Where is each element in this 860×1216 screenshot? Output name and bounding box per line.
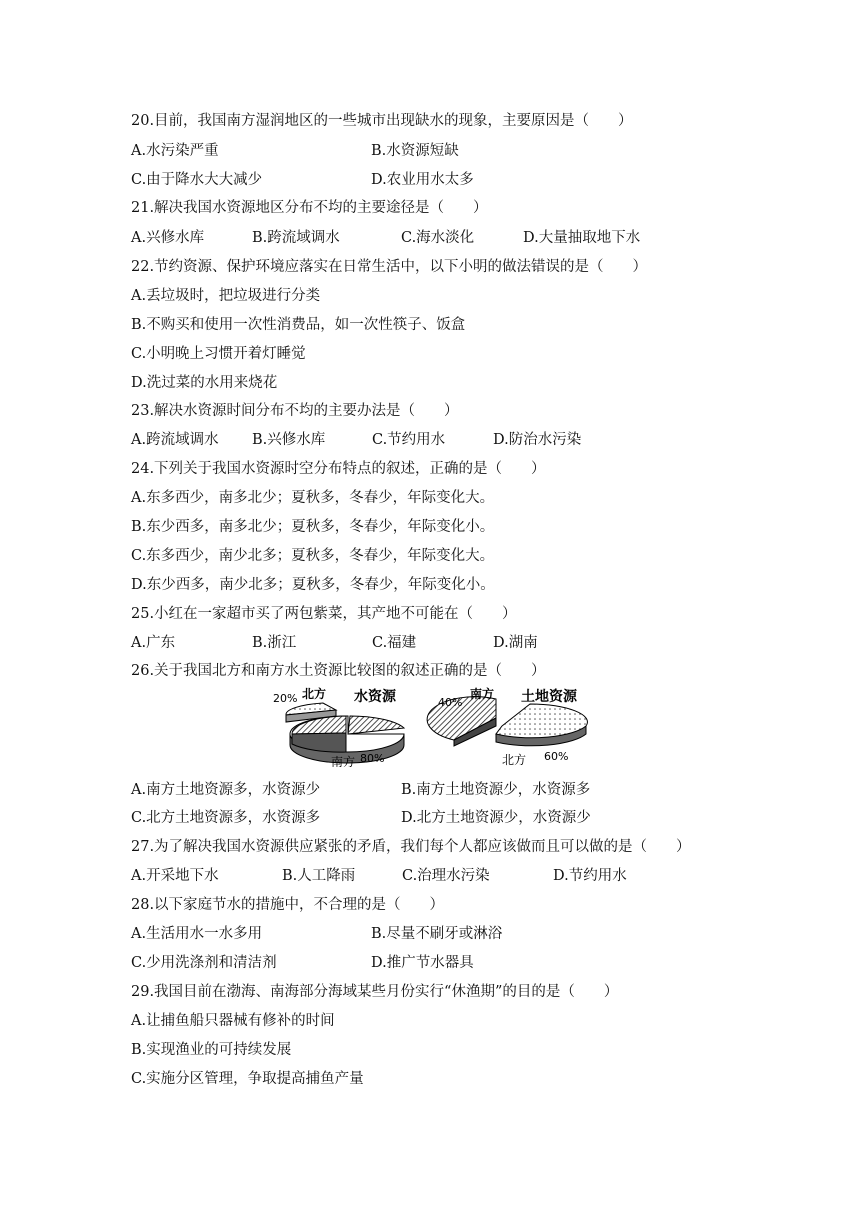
question-26-option-c[interactable]: C.北方土地资源多，水资源多	[131, 810, 321, 826]
question-20-stem: 20.目前，我国南方湿润地区的一些城市出现缺水的现象，主要原因是（ ）	[131, 113, 633, 129]
land-south-label: 南方	[470, 687, 495, 701]
land-resources-pie	[427, 686, 587, 767]
question-24-option-d[interactable]: D.东少西多，南少北多；夏秋多，冬春少，年际变化小。	[131, 577, 495, 593]
question-23-option-d[interactable]: D.防治水污染	[493, 432, 582, 448]
question-21-option-b[interactable]: B.跨流域调水	[252, 230, 340, 246]
question-20-option-a[interactable]: A.水污染严重	[131, 143, 219, 159]
question-21-option-a[interactable]: A.兴修水库	[131, 230, 205, 246]
question-21-stem: 21.解决我国水资源地区分布不均的主要途径是（ ）	[131, 200, 488, 216]
question-22-option-d[interactable]: D.洗过菜的水用来烧花	[131, 375, 278, 391]
question-26-option-a[interactable]: A.南方土地资源多，水资源少	[131, 782, 321, 798]
question-27-option-c[interactable]: C.治理水污染	[402, 868, 490, 884]
question-24-option-c[interactable]: C.东多西少，南少北多；夏秋多，冬春少，年际变化大。	[131, 548, 495, 564]
question-27-option-d[interactable]: D.节约用水	[553, 868, 627, 884]
question-24-option-a[interactable]: A.东多西少，南多北少；夏秋多，冬春少，年际变化大。	[131, 490, 495, 506]
question-20-option-c[interactable]: C.由于降水大大减少	[131, 172, 263, 188]
question-28-option-c[interactable]: C.少用洗涤剂和清洁剂	[131, 955, 277, 971]
water-south-label: 南方	[331, 755, 356, 769]
question-25-option-c[interactable]: C.福建	[372, 635, 417, 651]
water-title: 水资源	[354, 689, 396, 705]
question-23-option-c[interactable]: C.节约用水	[372, 432, 446, 448]
question-20-option-d[interactable]: D.农业用水太多	[371, 172, 474, 188]
question-28-option-d[interactable]: D.推广节水器具	[371, 955, 474, 971]
question-21-option-d[interactable]: D.大量抽取地下水	[523, 230, 641, 246]
resource-pie-charts	[268, 682, 598, 770]
question-29-option-b[interactable]: B.实现渔业的可持续发展	[131, 1042, 292, 1058]
question-26-option-b[interactable]: B.南方土地资源少，水资源多	[401, 782, 591, 798]
question-29-option-a[interactable]: A.让捕鱼船只器械有修补的时间	[131, 1013, 335, 1029]
land-north-slice	[496, 704, 587, 738]
question-26-option-d[interactable]: D.北方土地资源少，水资源少	[401, 810, 591, 826]
question-29-stem: 29.我国目前在渤海、南海部分海域某些月份实行“休渔期”的目的是（ ）	[131, 984, 619, 1000]
question-22-stem: 22.节约资源、保护环境应落实在日常生活中，以下小明的做法错误的是（ ）	[131, 259, 648, 275]
question-28-option-a[interactable]: A.生活用水一水多用	[131, 926, 263, 942]
water-north-label: 北方	[302, 687, 327, 701]
question-23-option-b[interactable]: B.兴修水库	[252, 432, 326, 448]
question-27-option-a[interactable]: A.开采地下水	[131, 868, 219, 884]
question-29-option-c[interactable]: C.实施分区管理，争取提高捕鱼产量	[131, 1071, 364, 1087]
question-24-stem: 24.下列关于我国水资源时空分布特点的叙述，正确的是（ ）	[131, 461, 546, 477]
resource-comparison-figure	[268, 682, 598, 770]
question-20-option-b[interactable]: B.水资源短缺	[371, 143, 459, 159]
question-25-option-d[interactable]: D.湖南	[493, 635, 538, 651]
question-25-stem: 25.小红在一家超市买了两包紫菜，其产地不可能在（ ）	[131, 606, 517, 622]
question-27-stem: 27.为了解决我国水资源供应紧张的矛盾，我们每个人都应该做而且可以做的是（ ）	[131, 839, 691, 855]
water-south-slice-top	[348, 716, 404, 734]
question-23-stem: 23.解决水资源时间分布不均的主要办法是（ ）	[131, 403, 459, 419]
land-title: 土地资源	[521, 689, 577, 705]
land-south-pct: 40%	[438, 696, 463, 709]
land-north-label: 北方	[502, 753, 527, 767]
question-26-stem: 26.关于我国北方和南方水土资源比较图的叙述正确的是（ ）	[131, 663, 546, 679]
water-south-pct: 80%	[360, 752, 385, 765]
question-25-option-b[interactable]: B.浙江	[252, 635, 297, 651]
question-22-option-a[interactable]: A.丢垃圾时，把垃圾进行分类	[131, 288, 321, 304]
land-north-pct: 60%	[544, 750, 569, 763]
question-28-stem: 28.以下家庭节水的措施中，不合理的是（ ）	[131, 897, 445, 913]
water-resources-pie	[273, 686, 404, 769]
question-28-option-b[interactable]: B.尽量不刷牙或淋浴	[371, 926, 503, 942]
question-21-option-c[interactable]: C.海水淡化	[401, 230, 475, 246]
question-23-option-a[interactable]: A.跨流域调水	[131, 432, 219, 448]
question-22-option-c[interactable]: C.小明晚上习惯开着灯睡觉	[131, 346, 306, 362]
question-25-option-a[interactable]: A.广东	[131, 635, 176, 651]
question-27-option-b[interactable]: B.人工降雨	[282, 868, 356, 884]
question-22-option-b[interactable]: B.不购买和使用一次性消费品，如一次性筷子、饭盒	[131, 317, 466, 333]
question-24-option-b[interactable]: B.东少西多，南多北少；夏秋多，冬春少，年际变化小。	[131, 519, 495, 535]
water-north-pct: 20%	[273, 692, 298, 705]
